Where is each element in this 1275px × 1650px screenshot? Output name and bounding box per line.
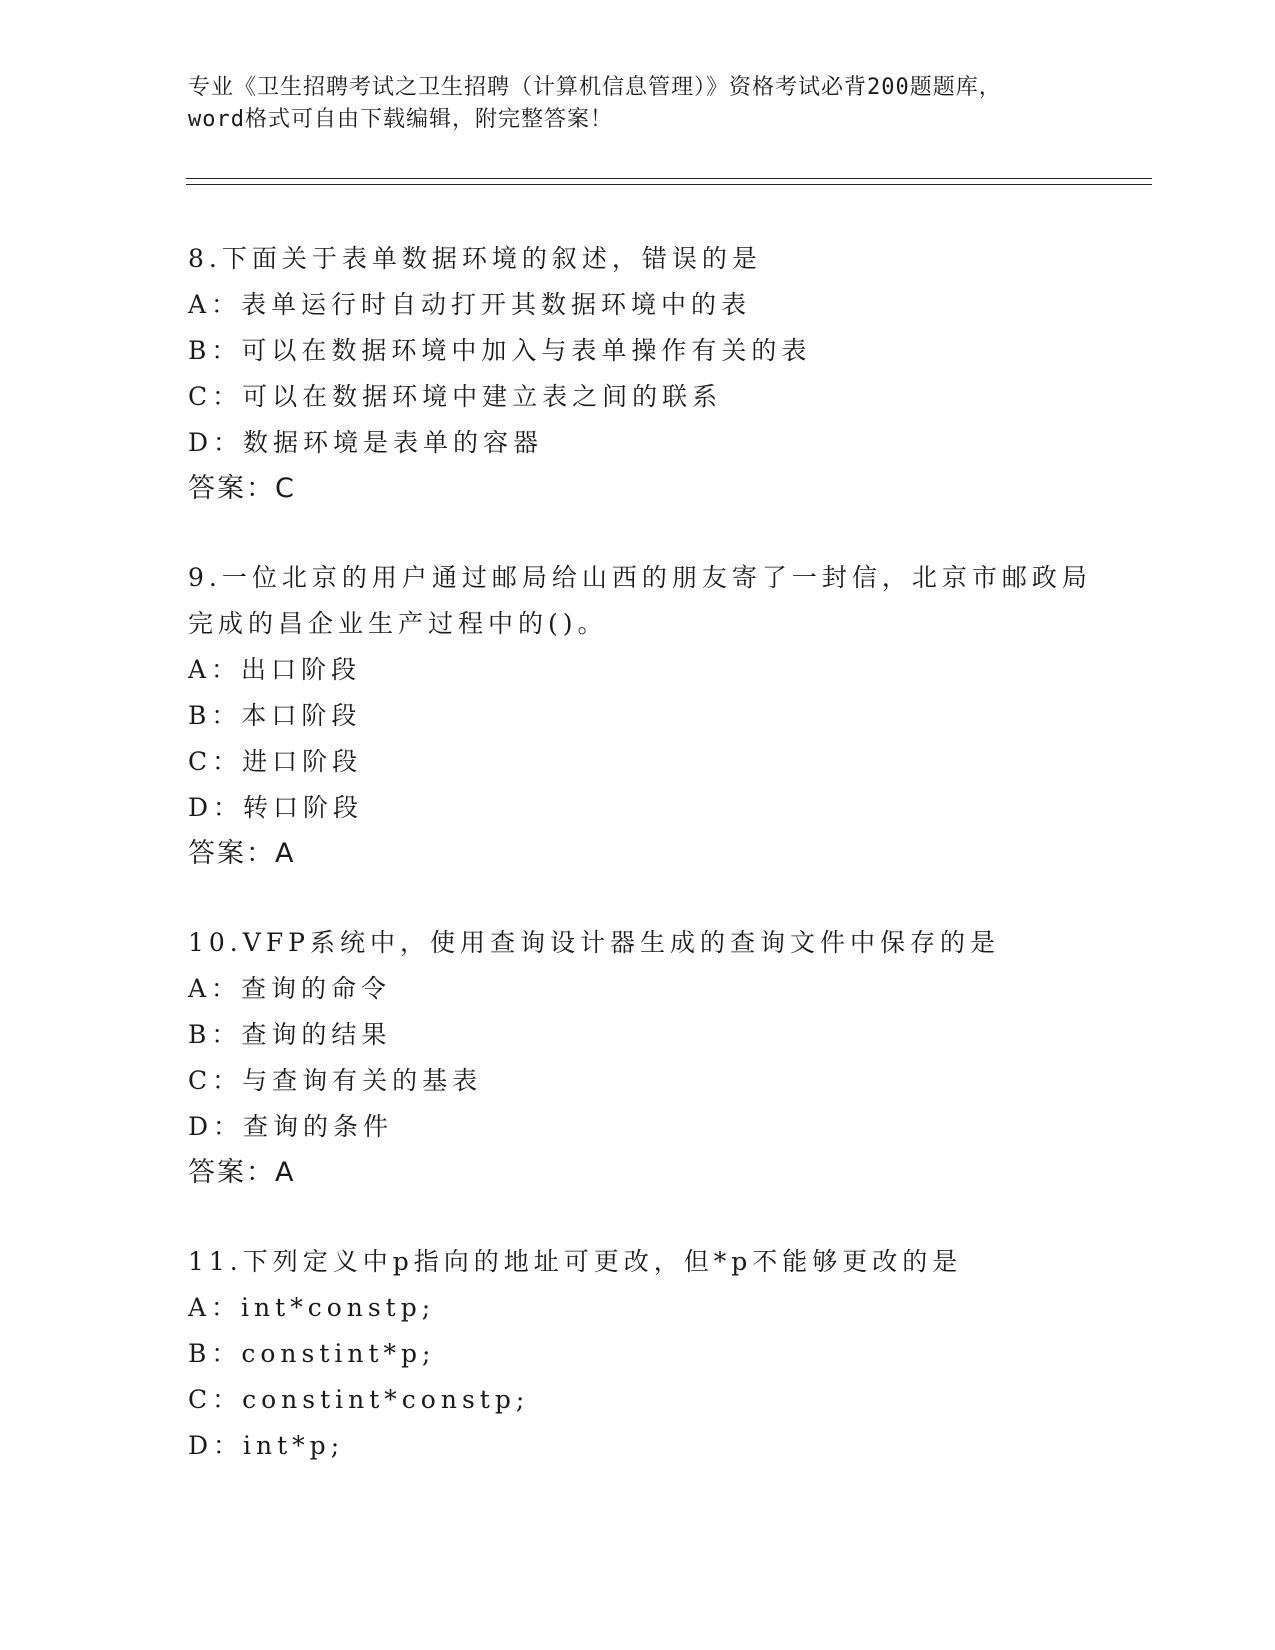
question-stem: 10.VFP系统中，使用查询设计器生成的查询文件中保存的是: [188, 928, 1000, 957]
option-a: A：查询的命令: [188, 974, 392, 1003]
option-d: D：查询的条件: [188, 1112, 394, 1141]
option-b: B：查询的结果: [188, 1020, 392, 1049]
option-a: A：出口阶段: [188, 655, 362, 684]
question-9: [188, 555, 1148, 877]
question-stem: 8.下面关于表单数据环境的叙述，错误的是: [188, 244, 762, 273]
option-c: C：可以在数据环境中建立表之间的联系: [188, 382, 723, 411]
option-c: C：进口阶段: [188, 747, 363, 776]
question-stem: 11.下列定义中p指向的地址可更改，但*p不能够更改的是: [188, 1247, 963, 1276]
option-c: C：constint*constp;: [188, 1385, 530, 1414]
question-10: [188, 920, 1148, 1196]
header-line-1: 专业《卫生招聘考试之卫生招聘（计算机信息管理）》资格考试必背200题题库，: [188, 75, 1002, 100]
answer: 答案：C: [188, 473, 296, 504]
option-c: C：与查询有关的基表: [188, 1066, 483, 1095]
question-11: [188, 1239, 1148, 1469]
question-stem-continued: 完成的昌企业生产过程中的()。: [188, 609, 608, 638]
option-d: D：转口阶段: [188, 793, 364, 822]
option-d: D：数据环境是表单的容器: [188, 428, 544, 457]
option-b: B：本口阶段: [188, 701, 362, 730]
option-a: A：表单运行时自动打开其数据环境中的表: [188, 290, 752, 319]
header-divider-bottom: [186, 184, 1152, 185]
answer: 答案：A: [188, 1157, 296, 1188]
option-b: B：可以在数据环境中加入与表单操作有关的表: [188, 336, 812, 365]
answer: 答案：A: [188, 838, 296, 869]
option-a: A：int*constp;: [188, 1293, 436, 1322]
header-line-2: word格式可自由下载编辑，附完整答案！: [188, 107, 613, 132]
question-stem: 9.一位北京的用户通过邮局给山西的朋友寄了一封信，北京市邮政局: [188, 563, 1092, 592]
option-d: D：int*p;: [188, 1431, 345, 1460]
document-header: [188, 72, 1088, 136]
question-8: [188, 236, 1148, 512]
question-list: [188, 236, 1148, 1512]
header-divider-top: [186, 178, 1152, 179]
option-b: B：constint*p;: [188, 1339, 436, 1368]
